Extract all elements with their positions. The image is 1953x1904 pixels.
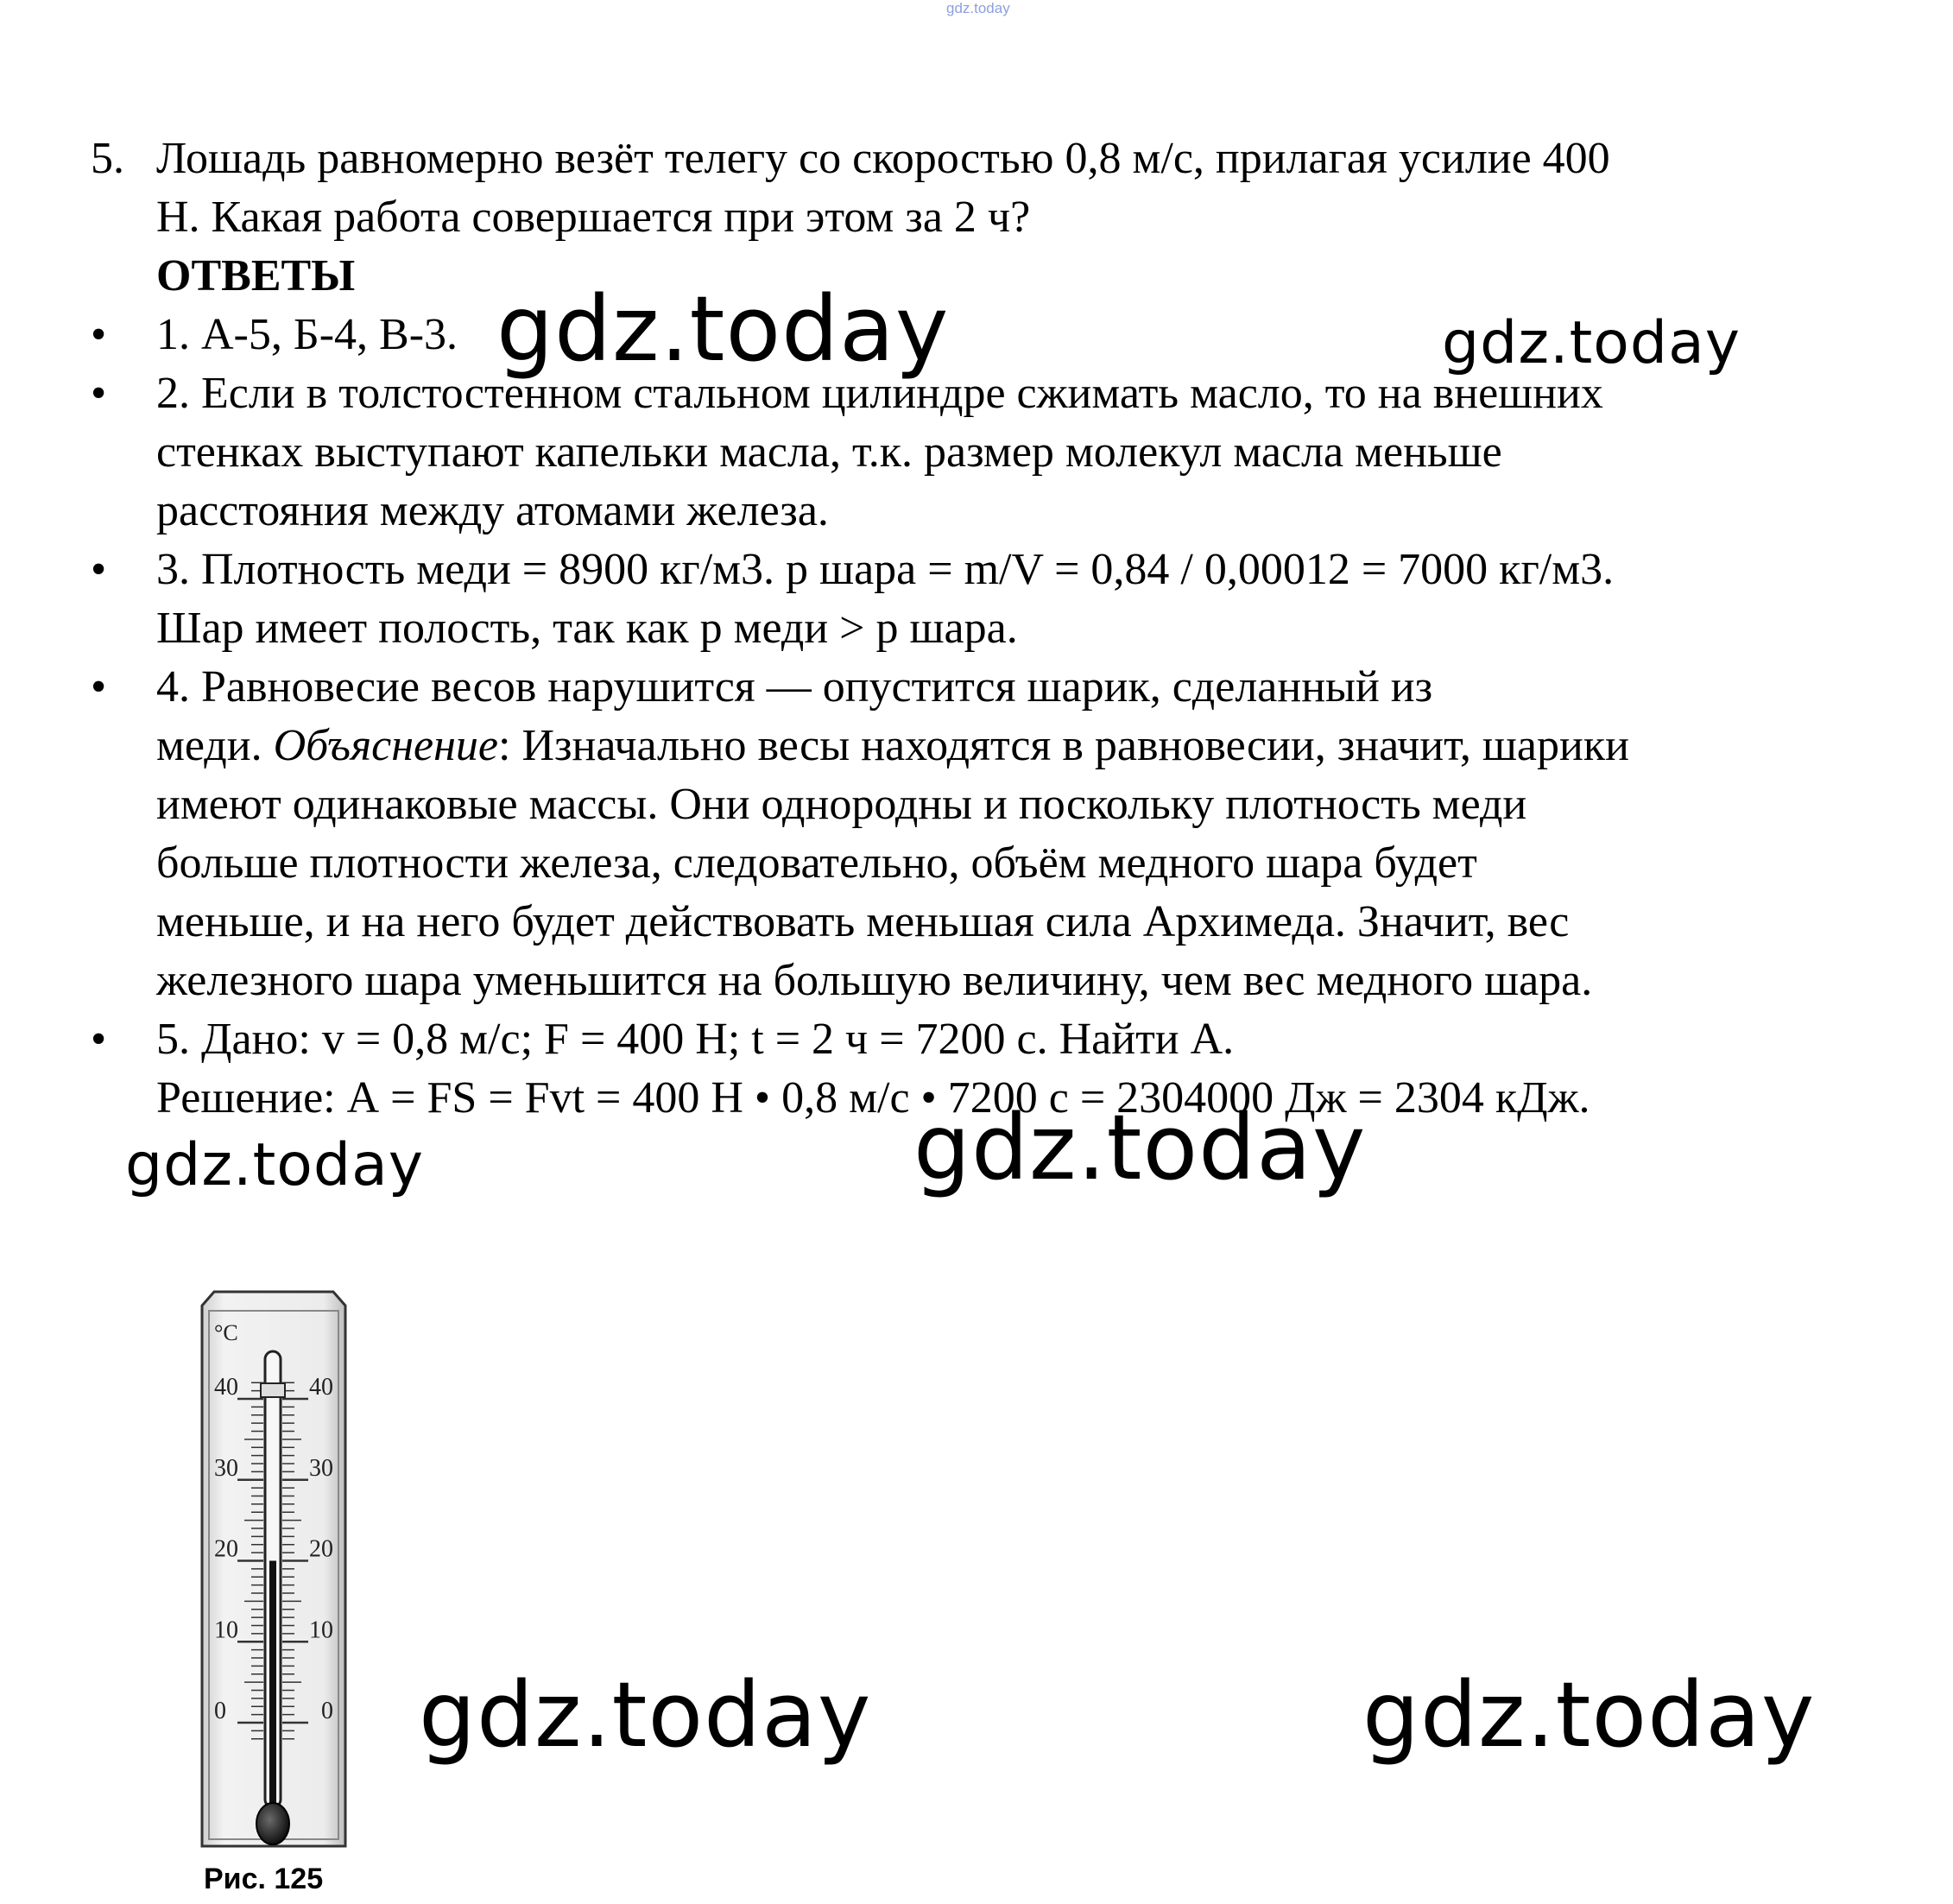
answer-line: больше плотности железа, следовательно, объём медного шара будет <box>156 838 1477 888</box>
scale-label: 30 <box>214 1454 238 1482</box>
question-line: Н. Какая работа совершается при этом за 2 ч? <box>156 193 1031 242</box>
scale-label: 30 <box>309 1454 333 1482</box>
answer-4 <box>91 658 1887 1010</box>
scale-label: 20 <box>214 1535 238 1563</box>
bullet-icon: • <box>91 1015 107 1064</box>
unit-label: °C <box>214 1320 238 1345</box>
bullet-icon: • <box>91 310 107 359</box>
question-text <box>156 130 1887 247</box>
scale-label: 40 <box>309 1374 333 1401</box>
question-line: Лошадь равномерно везёт телегу со скоростью 0,8 м/с, прилагая усилие 400 <box>156 134 1610 183</box>
watermark: gdz.today <box>419 1662 872 1768</box>
answers-list <box>91 306 1887 1128</box>
answer-line <box>156 717 1887 775</box>
bullet-icon: • <box>91 662 107 712</box>
answer-3 <box>91 541 1887 658</box>
scale-label: 10 <box>214 1616 238 1644</box>
answer-line: 5. Дано: v = 0,8 м/с; F = 400 Н; t = 2 ч = 7200 с. Найти А. <box>156 1015 1235 1064</box>
answer-line: меньше, и на него будет действовать меньшая сила Архимеда. Значит, вес <box>156 897 1570 946</box>
thermometer-liquid-column <box>269 1561 276 1814</box>
answer-line: Решение: А = FS = Fvt = 400 Н • 0,8 м/с • 7200 с = 2304000 Дж = 2304 кДж. <box>156 1073 1590 1123</box>
answer-text: меди. <box>156 721 274 770</box>
scale-label: 10 <box>309 1616 333 1644</box>
header-watermark: gdz.today <box>946 0 1010 16</box>
watermark: gdz.today <box>1442 309 1741 377</box>
document-body <box>91 130 1887 1128</box>
answer-line: Шар имеет полость, так как p меди > p шара. <box>156 604 1018 653</box>
answer-text: : Изначально весы находятся в равновесии, значит, шарики <box>498 721 1629 770</box>
scale-label: 0 <box>321 1698 333 1724</box>
answer-line: стенках выступают капельки масла, т.к. размер молекул масла меньше <box>156 427 1502 477</box>
answer-line: 1. А-5, Б-4, В-3. <box>156 310 458 359</box>
answer-line: 4. Равновесие весов нарушится — опустится шарик, сделанный из <box>156 662 1433 712</box>
answer-line: железного шара уменьшится на большую величину, чем вес медного шара. <box>156 956 1593 1005</box>
watermark: gdz.today <box>913 1095 1367 1200</box>
answer-line: 3. Плотность меди = 8900 кг/м3. p шара = m/V = 0,84 / 0,00012 = 7000 кг/м3. <box>156 545 1615 594</box>
thermometer-cap <box>261 1383 285 1397</box>
figure-caption: Рис. 125 <box>204 1863 324 1895</box>
question-number: 5. <box>91 134 124 183</box>
thermometer-illustration <box>197 1287 370 1857</box>
thermometer-bulb <box>256 1803 289 1844</box>
bullet-icon: • <box>91 545 107 594</box>
scale-label: 20 <box>309 1535 333 1563</box>
watermark: gdz.today <box>496 276 950 382</box>
thermometer-figure <box>197 1287 370 1895</box>
watermark: gdz.today <box>1362 1662 1816 1768</box>
answer-line: 2. Если в толстостенном стальном цилиндре сжимать масло, то на внешних <box>156 369 1603 418</box>
answers-heading: ОТВЕТЫ <box>156 251 356 300</box>
answer-2 <box>91 364 1887 541</box>
scale-label: 0 <box>214 1698 226 1724</box>
question-5 <box>91 130 1887 247</box>
scale-label: 40 <box>214 1374 238 1401</box>
watermark: gdz.today <box>125 1131 424 1199</box>
answer-line: имеют одинаковые массы. Они однородны и поскольку плотность меди <box>156 780 1527 829</box>
explanation-label: Объяснение <box>273 721 498 770</box>
bullet-icon: • <box>91 369 107 418</box>
answer-line: расстояния между атомами железа. <box>156 486 829 535</box>
